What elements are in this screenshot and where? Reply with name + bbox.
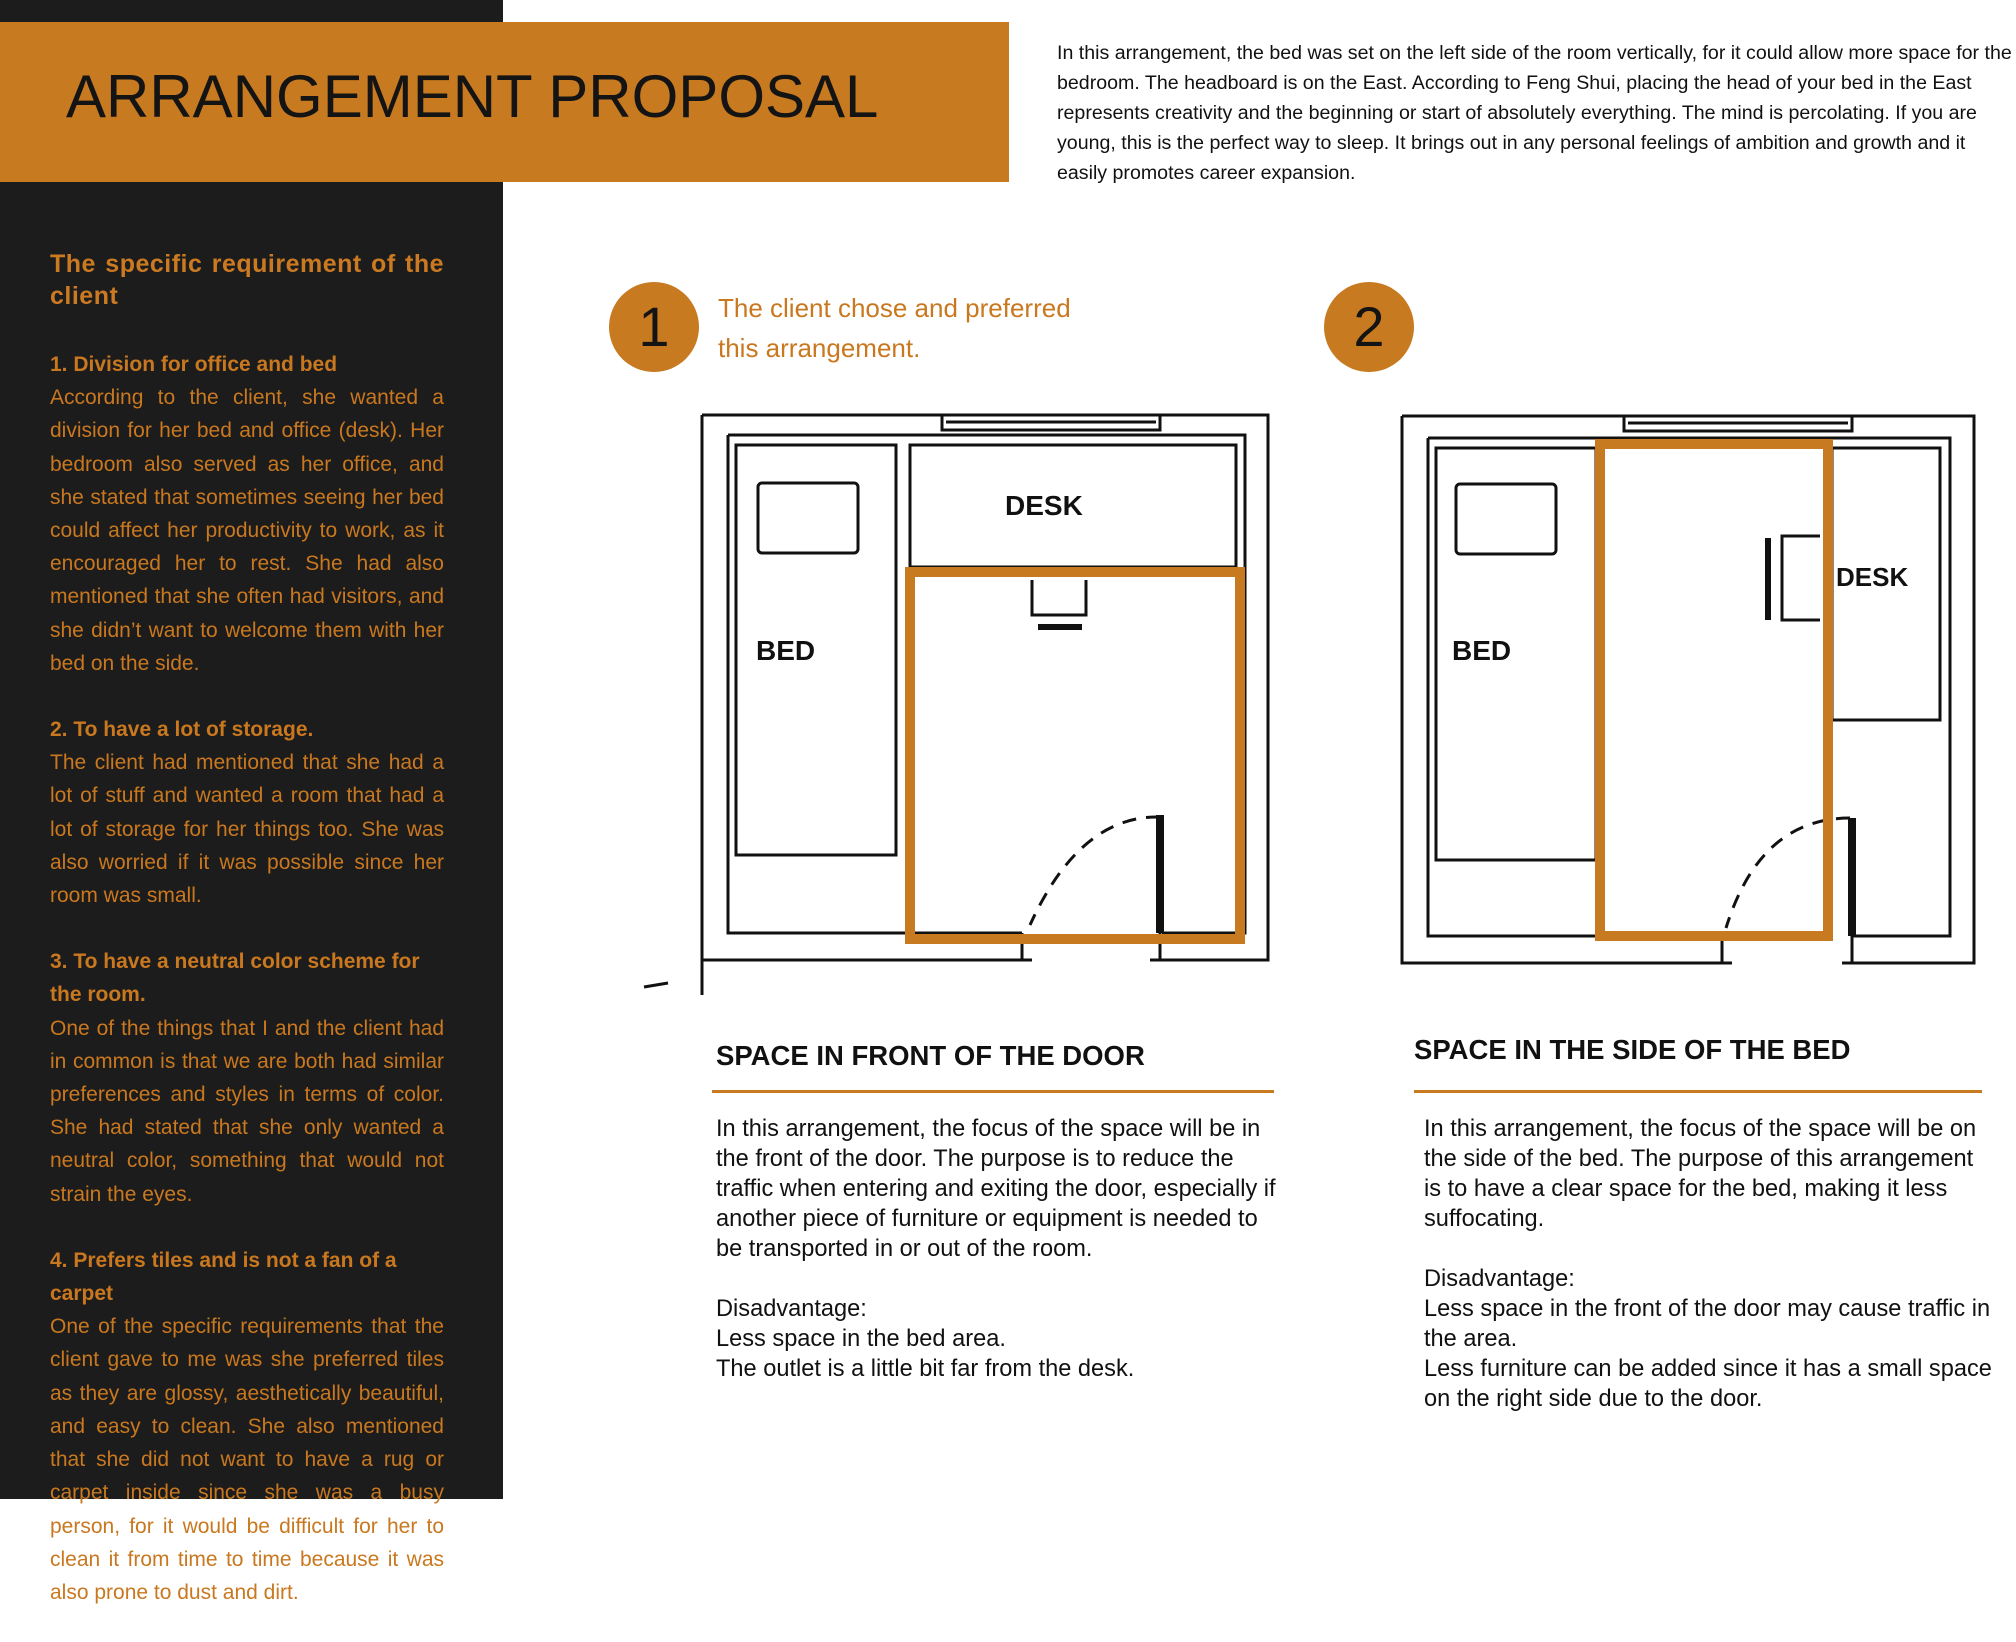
- requirement-text: One of the things that I and the client had in common is that we are both had similar preferences and styles in terms of color. She had stated that she only wanted a neutral color, something that would not strain the eyes.: [50, 1016, 444, 1206]
- disadvantage-item: Less furniture can be added since it has a small space on the right side due to the door.: [1424, 1356, 1992, 1412]
- requirement-title: 2. To have a lot of storage.: [50, 718, 314, 742]
- requirement-title: 4. Prefers tiles and is not a fan of a carpet: [50, 1248, 397, 1306]
- focus-area-highlight: [1600, 444, 1828, 936]
- page-title: ARRANGEMENT PROPOSAL: [66, 63, 879, 130]
- floor-plan-option-2: [1390, 398, 2000, 998]
- desk-label: DESK: [1836, 562, 1909, 592]
- option-1-description: [716, 1114, 1284, 1384]
- description-text: In this arrangement, the focus of the space will be on the side of the bed. The purpose of this arrangement is to have a clear space for the bed, making it less suffocating.: [1424, 1116, 1977, 1232]
- client-choice-note: The client chose and preferred this arrangement.: [718, 293, 1071, 363]
- description-text: In this arrangement, the focus of the space will be in the front of the door. The purpose is to reduce the traffic when entering and exiting the door, especially if another piece of furniture or equipment is needed to be transported in or out of the room.: [716, 1116, 1276, 1262]
- disadvantage-label: Disadvantage:: [1424, 1266, 1575, 1292]
- option-1-divider: [712, 1090, 1274, 1093]
- bed-label: BED: [756, 635, 816, 666]
- disadvantage-item: The outlet is a little bit far from the desk.: [716, 1356, 1135, 1382]
- requirement-text: One of the specific requirements that the client gave to me was she preferred tiles as they are glossy, aesthetically beautiful, and easy to clean. She also mentioned that she did not want to have a rug or carpet inside since she was a busy person, for it would be difficult for her to clean it from time to time because it was also prone to dust and dirt.: [50, 1315, 444, 1604]
- requirement-text: The client had mentioned that she had a lot of stuff and wanted a room that had a lot of storage for her things too. She was also worried if it was possible since her room was small.: [50, 751, 444, 908]
- requirement-title: 3. To have a neutral color scheme for the room.: [50, 950, 420, 1007]
- disadvantage-label: Disadvantage:: [716, 1296, 867, 1322]
- bed-label: BED: [1452, 635, 1512, 666]
- requirement-item: [50, 348, 444, 680]
- requirement-text: According to the client, she wanted a division for her bed and office (desk). Her bedroom also served as her office, and she stated that sometimes seeing her bed could affect her productivity to work, as it encouraged her to rest. She had also mentioned that she often had visitors, and she didn’t want to welcome them with her bed on the side.: [50, 386, 444, 675]
- requirement-title: 1. Division for office and bed: [50, 353, 338, 376]
- title-banner: [0, 22, 1009, 182]
- requirement-item: [50, 1244, 444, 1609]
- requirements-heading: The specific requirement of the client: [50, 250, 444, 310]
- requirement-item: [50, 945, 444, 1211]
- requirements-list: [50, 348, 444, 1642]
- option-1-number-badge: 1: [609, 282, 699, 372]
- option-1-title: SPACE IN FRONT OF THE DOOR: [716, 1040, 1145, 1071]
- floor-plan-option-1: [640, 405, 1280, 1005]
- disadvantage-item: Less space in the front of the door may cause traffic in the area.: [1424, 1296, 1991, 1352]
- intro-paragraph: In this arrangement, the bed was set on the left side of the room vertically, for it could allow more space for the bedroom. The headboard is on the East. According to Feng Shui, placing the head of your bed in the East represents creativity and the beginning or start of absolutely everything. The mind is percolating. If you are young, this is the perfect way to sleep. It brings out in any personal feelings of ambition and growth and it easily promotes career expansion.: [1057, 42, 2012, 184]
- option-2-divider: [1414, 1090, 1982, 1093]
- requirement-item: [50, 713, 444, 912]
- desk-label: DESK: [1005, 490, 1083, 521]
- disadvantage-item: Less space in the bed area.: [716, 1326, 1006, 1352]
- option-2-number-badge: 2: [1324, 282, 1414, 372]
- option-2-description: [1424, 1114, 1994, 1414]
- option-2-title: SPACE IN THE SIDE OF THE BED: [1414, 1034, 1851, 1065]
